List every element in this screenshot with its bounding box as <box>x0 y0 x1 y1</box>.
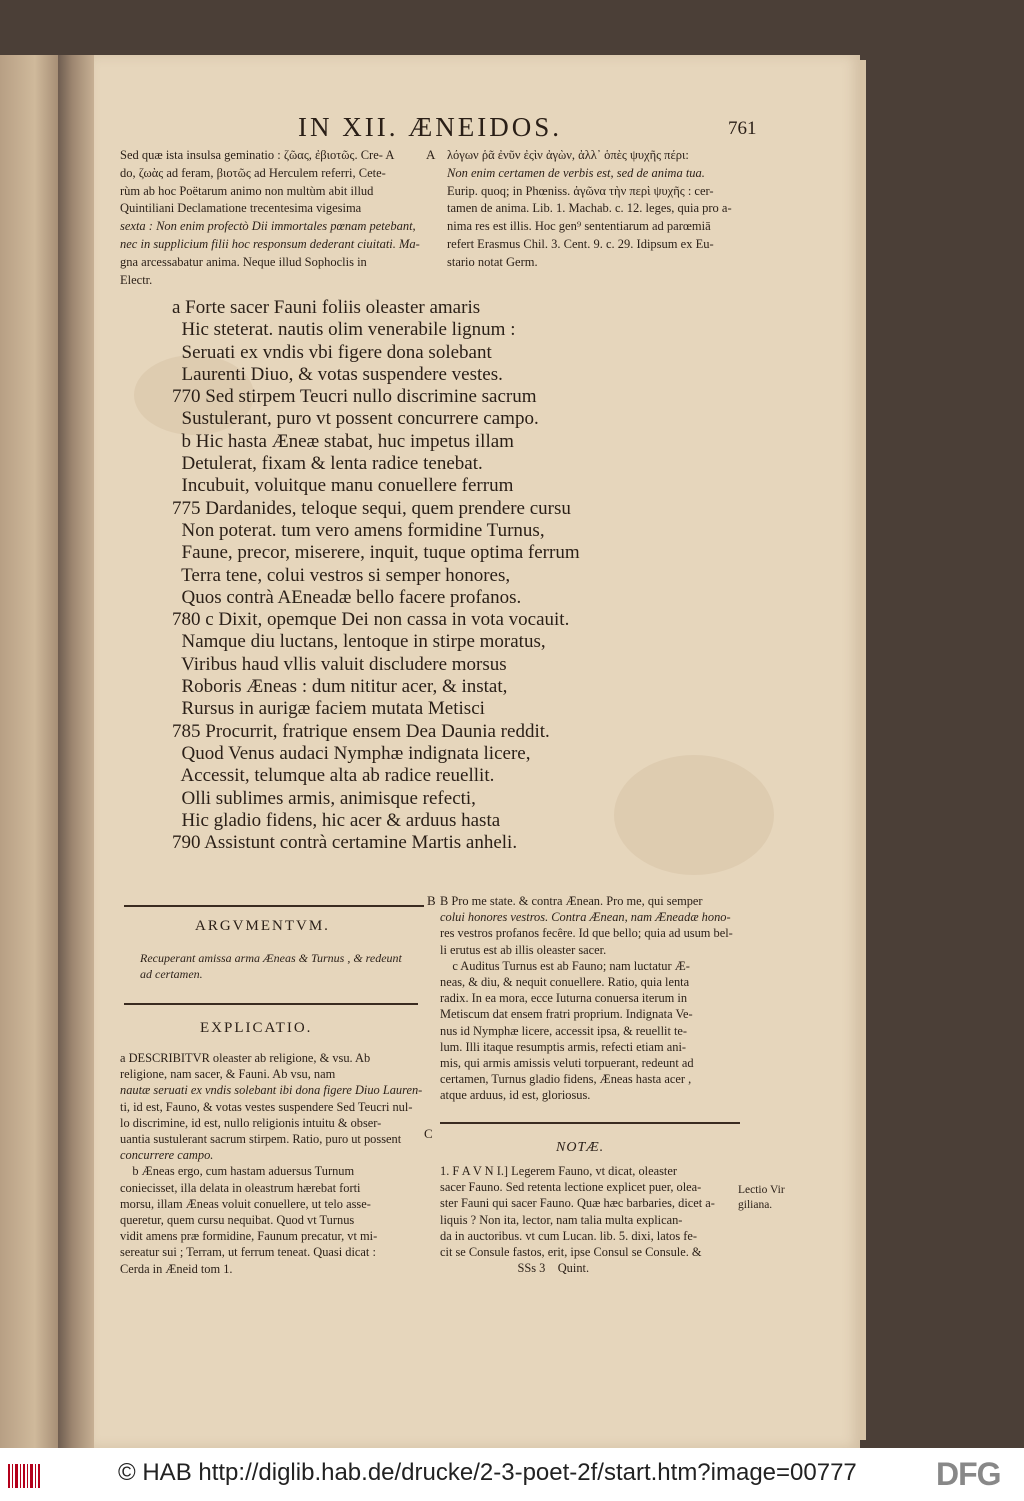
argumentum-heading: ARGVMENTVM. <box>195 918 330 934</box>
text-line: morsu, illam Æneas voluit conuellere, ut telo asse- <box>120 1196 371 1211</box>
text-line: ster Fauni qui sacer Fauno. Quæ hæc barbaries, dicet a- <box>440 1196 715 1211</box>
verse-line: 775 Dardanides, teloque sequi, quem prendere cursu <box>172 497 571 519</box>
text-line: vidit amens præ formidine, Faunum precatur, vt mi- <box>120 1229 378 1244</box>
copyright-link[interactable]: © HAB http://diglib.hab.de/drucke/2-3-poet-2f/start.htm?image=00777 <box>118 1459 857 1486</box>
verse-line: Detulerat, fixam & lenta radice tenebat. <box>172 453 483 475</box>
text-line: sereatur sui ; Terram, ut ferrum teneat. Quasi dicat : <box>120 1245 376 1260</box>
verse-line: Incubuit, voluitque manu conuellere ferrum <box>172 475 514 497</box>
explicatio-text <box>120 1050 422 1277</box>
text-line: certamen, Turnus gladio fidens, Æneas hasta acer , <box>440 1072 692 1087</box>
verse-line: Quos contrà AEneadæ bello facere profanos. <box>172 586 522 608</box>
verse-line: a Forte sacer Fauni foliis oleaster amaris <box>172 297 481 318</box>
book-gutter <box>58 55 94 1448</box>
text-line: stario notat Germ. <box>447 254 538 269</box>
verse-line: 785 Procurrit, fratrique ensem Dea Daunia reddit. <box>172 720 550 742</box>
verse-line: Seruati ex vndis vbi figere dona solebant <box>172 341 492 363</box>
notae-text <box>440 1163 715 1276</box>
section-rule <box>440 1122 740 1124</box>
verse-line: Viribus haud vllis valuit discludere morsus <box>172 653 507 675</box>
verse-line: 770 Sed stirpem Teucri nullo discrimine sacrum <box>172 386 537 408</box>
text-line: Recuperant amissa arma Æneas & Turnus , & redeunt <box>140 951 402 965</box>
text-line: b Æneas ergo, cum hastam aduersus Turnum <box>120 1164 355 1179</box>
text-line: rùm ab hoc Poëtarum animo non multùm abit illud <box>120 183 374 198</box>
notae-heading: NOTÆ. <box>556 1140 605 1155</box>
verse-line: Olli sublimes armis, animisque refecti, <box>172 787 476 809</box>
text-line: religione, nam sacer, & Fauni. Ab vsu, nam <box>120 1067 336 1082</box>
margin-letter: B <box>427 893 436 908</box>
text-line: sacer Fauno. Sed retenta lectione explicet puer, olea- <box>440 1180 702 1195</box>
verse-line: 790 Assistunt contrà certamine Martis anheli. <box>172 832 518 854</box>
verse-line: Sustulerant, puro vt possent concurrere campo. <box>172 408 539 430</box>
text-line: giliana. <box>738 1199 773 1211</box>
text-line: ti, id est, Fauno, & votas vestes suspendere Sed Teucri nul- <box>120 1099 413 1114</box>
text-line: gna arcessabatur anima. Neque illud Sophoclis in <box>120 254 367 269</box>
text-line: coniecisset, illa delata in oleastrum hærebat forti <box>120 1180 361 1195</box>
text-line: a DESCRIBITVR oleaster ab religione, & vsu. Ab <box>120 1051 371 1065</box>
text-line: nec in supplicium filii hoc responsum dederant ciuitati. Ma- <box>120 236 420 251</box>
verse-line: Non poterat. tum vero amens formidine Turnus, <box>172 519 545 541</box>
text-line: refert Erasmus Chil. 3. Cent. 9. c. 29. Idipsum ex Eu- <box>447 236 714 251</box>
verse-block <box>172 297 580 854</box>
section-rule <box>124 1003 418 1005</box>
text-line: B Pro me state. & contra Ænean. Pro me, qui semper <box>440 894 703 908</box>
verse-line: Namque diu luctans, lentoque in stirpe moratus, <box>172 631 546 653</box>
text-line: Eurip. quoq; in Phœniss. ἀγῶνα τὴν περὶ ψυχῆς : cer- <box>447 183 714 198</box>
text-line: ad certamen. <box>140 967 203 981</box>
dfg-logo: DFG <box>936 1456 1001 1492</box>
argumentum-text <box>140 950 402 982</box>
signature-line: SSs 3 Quint. <box>440 1261 590 1276</box>
verse-line: Quod Venus audaci Nymphæ indignata licere, <box>172 742 531 764</box>
margin-letter: C <box>424 1126 433 1141</box>
text-line: Electr. <box>120 272 153 287</box>
verse-line: Laurenti Diuo, & votas suspendere vestes. <box>172 363 503 385</box>
verse-line: Terra tene, colui vestros si semper honores, <box>172 564 511 586</box>
text-line: nus id Nymphæ licere, accessit ipsa, & reuellit te- <box>440 1023 688 1038</box>
facing-page-edge <box>0 55 58 1448</box>
text-line: c Auditus Turnus est ab Fauno; nam luctatur Æ- <box>440 958 690 973</box>
text-line: liquis ? Non ita, lector, nam talia multa explican- <box>440 1212 683 1227</box>
text-line: uantia sustulerant sacrum stirpem. Ratio, puro ut possent <box>120 1132 402 1147</box>
text-line: Lectio Vir <box>738 1184 785 1196</box>
commentary-top-left <box>120 147 420 289</box>
text-line: colui honores vestros. Contra Ænean, nam Æneadæ hono- <box>440 910 731 925</box>
text-line: concurrere campo. <box>120 1148 214 1163</box>
text-line: 1. F A V N I.] Legerem Fauno, vt dicat, oleaster <box>440 1164 677 1178</box>
text-line: Quintiliani Declamatione trecentesima vigesima <box>120 201 362 216</box>
commentary-bottom-right <box>440 893 733 1104</box>
text-line: radix. In ea mora, ecce Iuturna conuersa iterum in <box>440 991 688 1006</box>
text-line: Sed quæ ista insulsa geminatio : ζῶας, ἐβιοτῶς. Cre- A <box>120 148 395 162</box>
barcode-icon <box>8 1464 42 1488</box>
text-line: da in auctoribus. vt cum Lucan. lib. 5. dixi, latos fe- <box>440 1228 698 1243</box>
text-line: li erutus est ab illis oleaster sacer. <box>440 942 607 957</box>
text-line: nautæ seruati ex vndis solebant ibi dona figere Diuo Lauren- <box>120 1083 423 1098</box>
text-line: cit se Consule fastos, erit, ipse Consul se Consule. & <box>440 1245 702 1260</box>
explicatio-heading: EXPLICATIO. <box>200 1020 313 1036</box>
text-line: Non enim certamen de verbis est, sed de anima tua. <box>447 165 705 180</box>
text-line: do, ζωὰς ad feram, βιοτῶς ad Herculem referri, Cete- <box>120 165 386 180</box>
verse-line: Roboris Æneas : dum nititur acer, & instat, <box>172 676 508 698</box>
section-rule <box>124 905 424 907</box>
verse-line: Rursus in aurigæ faciem mutata Metisci <box>172 698 485 720</box>
text-line: res vestros profanos fecêre. Id que bello; quia ad usum bel- <box>440 926 733 941</box>
text-line: tamen de anima. Lib. 1. Machab. c. 12. leges, quia pro a- <box>447 201 732 216</box>
text-line: lo discrimine, id est, nullo religionis intuitu & obser- <box>120 1115 382 1130</box>
verse-line: Hic steterat. nautis olim venerabile lignum : <box>172 319 516 341</box>
text-line: mis, qui armis amissis veluti torpuerant, redeunt ad <box>440 1056 694 1071</box>
text-line: nima res est illis. Hoc gen⁹ sententiarum ad parœmiā <box>447 219 711 234</box>
verse-line: b Hic hasta Æneæ stabat, huc impetus illam <box>172 430 514 452</box>
text-line: λόγων ῥᾶ ἐνῦν ἐςὶν ἀγὼν, ἀλλ᾽ ὁπὲς ψυχῆς πέρι: <box>447 148 689 162</box>
text-line: Cerda in Æneid tom 1. <box>120 1261 233 1276</box>
verse-line: 780 c Dixit, opemque Dei non cassa in vota vocauit. <box>172 609 570 631</box>
text-line: sexta : Non enim profectò Dii immortales pœnam petebant, <box>120 219 416 234</box>
text-line: atque arduus, id est, gloriosus. <box>440 1088 591 1103</box>
text-line: Metiscum dat ensem fratri proprium. Indignata Ve- <box>440 1007 693 1022</box>
text-line: lum. Illi itaque resumptis armis, refecti etiam ani- <box>440 1039 687 1054</box>
running-title: IN XII. ÆNEIDOS. <box>298 112 562 142</box>
page-edge <box>860 60 866 1440</box>
commentary-top-right <box>447 147 732 272</box>
text-line: queretur, quem cursu nequibat. Quod vt Turnus <box>120 1213 355 1228</box>
paper-stain <box>614 755 774 875</box>
verse-line: Hic gladio fidens, hic acer & arduus hasta <box>172 809 501 831</box>
margin-note <box>738 1183 785 1213</box>
text-line: neas, & diu, & nequit conuellere. Ratio, quia lenta <box>440 975 690 990</box>
verse-line: Accessit, telumque alta ab radice reuellit. <box>172 765 495 787</box>
page-number: 761 <box>728 118 757 139</box>
verse-line: Faune, precor, miserere, inquit, tuque optima ferrum <box>172 542 580 564</box>
margin-letter: A <box>426 147 436 162</box>
